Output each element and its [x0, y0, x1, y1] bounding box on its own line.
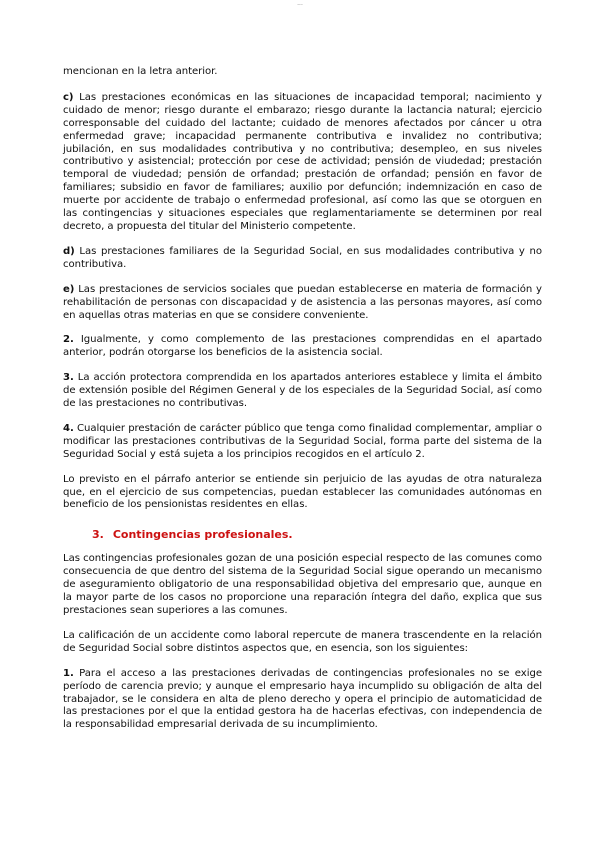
paragraph-list-item-1 [63, 668, 542, 733]
paragraph-item-2 [63, 334, 542, 360]
section-title: Contingencias profesionales. [112, 528, 293, 542]
paragraph-text: La acción protectora comprendida en los apartados anteriores establece y limita el ámbito de extensión posible del Régimen General y de los especiales de la Seguridad Social, así como de las prestaciones no contributivas. [63, 372, 542, 410]
paragraph-item-c [63, 92, 542, 234]
section-number: 3. [92, 528, 104, 542]
paragraph-item-4 [63, 423, 542, 462]
paragraph-continuation [63, 66, 542, 79]
paragraph-label: c) [63, 91, 74, 103]
paragraph-text: mencionan en la letra anterior. [63, 66, 218, 77]
paragraph-label: 1. [63, 667, 74, 679]
paragraph-label: 2. [63, 334, 74, 346]
paragraph-item-d [63, 246, 542, 272]
paragraph-item-e [63, 284, 542, 323]
page-header-mark: ... [297, 0, 303, 7]
paragraph-text: Lo previsto en el párrafo anterior se entiende sin perjuicio de las ayudas de otra naturaleza que, en el ejercicio de sus competencias, puedan establecer las comunidades autónomas en beneficio de los pensionistas residentes en ellas. [63, 473, 542, 511]
section-heading [92, 528, 542, 542]
paragraph-label: e) [63, 283, 75, 295]
paragraph-text: La calificación de un accidente como laboral repercute de manera trascendente en la relación de Seguridad Social sobre distintos aspectos que, en esencia, son los siguientes: [63, 629, 542, 654]
paragraph-text: Las prestaciones de servicios sociales que puedan establecerse en materia de formación y rehabilitación de personas con discapacidad y de asistencia a las personas mayores, así como en aquellas otras materias en que se considere conveniente. [63, 283, 542, 321]
paragraph-regional-aid [63, 474, 542, 513]
paragraph-text: Para el acceso a las prestaciones derivadas de contingencias profesionales no se exige período de carencia previo; y aunque el empresario haya incumplido su obligación de alta del trabajador, se le considera en alta de pleno derecho y opera el principio de automaticidad de las prestaciones por el que la entidad gestora ha de hacerlas efectivas, con independencia de la responsabilidad empresarial derivada de su incumplimiento. [63, 667, 542, 731]
paragraph-text: Las contingencias profesionales gozan de una posición especial respecto de las comunes como consecuencia de que dentro del sistema de la Seguridad Social sigue operando un mecanismo de aseguramiento obligatorio de una responsabilidad objetiva del empresario que, aunque en la mayor parte de los casos no proporcione una reparación íntegra del daño, explica que sus prestaciones sean superiores a las comunes. [63, 553, 542, 616]
paragraph-text: Las prestaciones familiares de la Seguridad Social, en sus modalidades contributiva y no contributiva. [63, 245, 542, 270]
paragraph-professional-contingencies [63, 553, 542, 618]
paragraph-text: Igualmente, y como complemento de las prestaciones comprendidas en el apartado anterior, podrán otorgarse los beneficios de la asistencia social. [63, 334, 542, 359]
paragraph-text: Cualquier prestación de carácter público que tenga como finalidad complementar, ampliar o modificar las prestaciones contributivas de la Seguridad Social, forma parte del sistema de la Seguridad Social y está sujeta a los principios recogidos en el artículo 2. [63, 422, 542, 460]
paragraph-label: d) [63, 245, 75, 257]
paragraph-text: Las prestaciones económicas en las situaciones de incapacidad temporal; nacimiento y cuidado de menor; riesgo durante el embarazo; riesgo durante la lactancia natural; ejercicio corresponsable del cuidado del lactante; cuidado de menores afectados por cáncer u otra enfermedad grave; incapacidad permanente contributiva e invalidez no contributiva; jubilación, en sus modalidades contributiva y no contributiva; desempleo, en sus niveles contributivo y asistencial; protección por cese de actividad; pensión de viudedad; prestación temporal de viudedad; pensión de orfandad; prestación de orfandad; pensión en favor de familiares; subsidio en favor de familiares; auxilio por defunción; indemnización en caso de muerte por accidente de trabajo o enfermedad profesional, así como las que se otorguen en las contingencias y situaciones especiales que reglamentariamente se determinen por real decreto, a propuesta del titular del Ministerio competente. [63, 91, 542, 232]
paragraph-item-3 [63, 372, 542, 411]
paragraph-label: 3. [63, 372, 74, 384]
paragraph-classification [63, 630, 542, 656]
document-body [63, 66, 542, 744]
paragraph-label: 4. [63, 422, 74, 434]
